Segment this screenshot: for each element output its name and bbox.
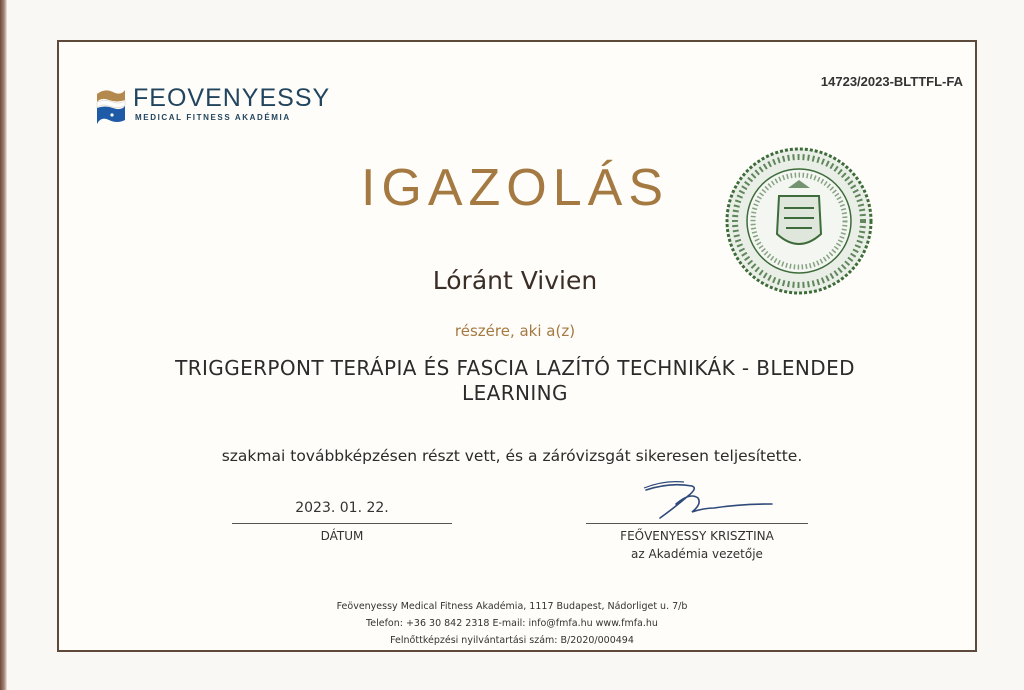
certificate-title: IGAZOLÁS (360, 159, 670, 217)
recipient-name: Lóránt Vivien (432, 266, 598, 295)
signatory-role: az Akadémia vezetője (631, 547, 763, 561)
logo-name: FEOVENYESSY (133, 84, 331, 112)
paper-edge (0, 0, 7, 690)
logo-tagline: MEDICAL FITNESS AKADÉMIA (135, 113, 291, 122)
handwritten-signature (640, 478, 780, 524)
academy-logo (95, 84, 335, 130)
footer-address: Feövenyessy Medical Fitness Akadémia, 1117 Budapest, Nádorliget u. 7/b (336, 601, 688, 612)
footer-contact: Telefon: +36 30 842 2318 E-mail: info@fmfa.hu www.fmfa.hu (366, 618, 658, 629)
flag-icon (95, 86, 127, 126)
recipient-for-text: részére, aki a(z) (454, 322, 576, 340)
date-label: DÁTUM (320, 529, 364, 543)
signature-line (586, 523, 808, 524)
signatory-name: FEŐVENYESSY KRISZTINA (620, 529, 774, 543)
footer-registration: Felnőttképzési nyilvántartási szám: B/2020/000494 (390, 635, 634, 646)
date-value: 2023. 01. 22. (295, 500, 389, 516)
certificate-frame (57, 40, 977, 652)
date-line (232, 523, 452, 524)
course-title: TRIGGERPONT TERÁPIA ÉS FASCIA LAZÍTÓ TECHNIKÁK - BLENDED LEARNING (175, 356, 855, 405)
completion-statement: szakmai továbbképzésen részt vett, és a záróvizsgát sikeresen teljesítette. (221, 447, 803, 465)
reference-number: 14723/2023-BLTTFL-FA (820, 74, 963, 89)
